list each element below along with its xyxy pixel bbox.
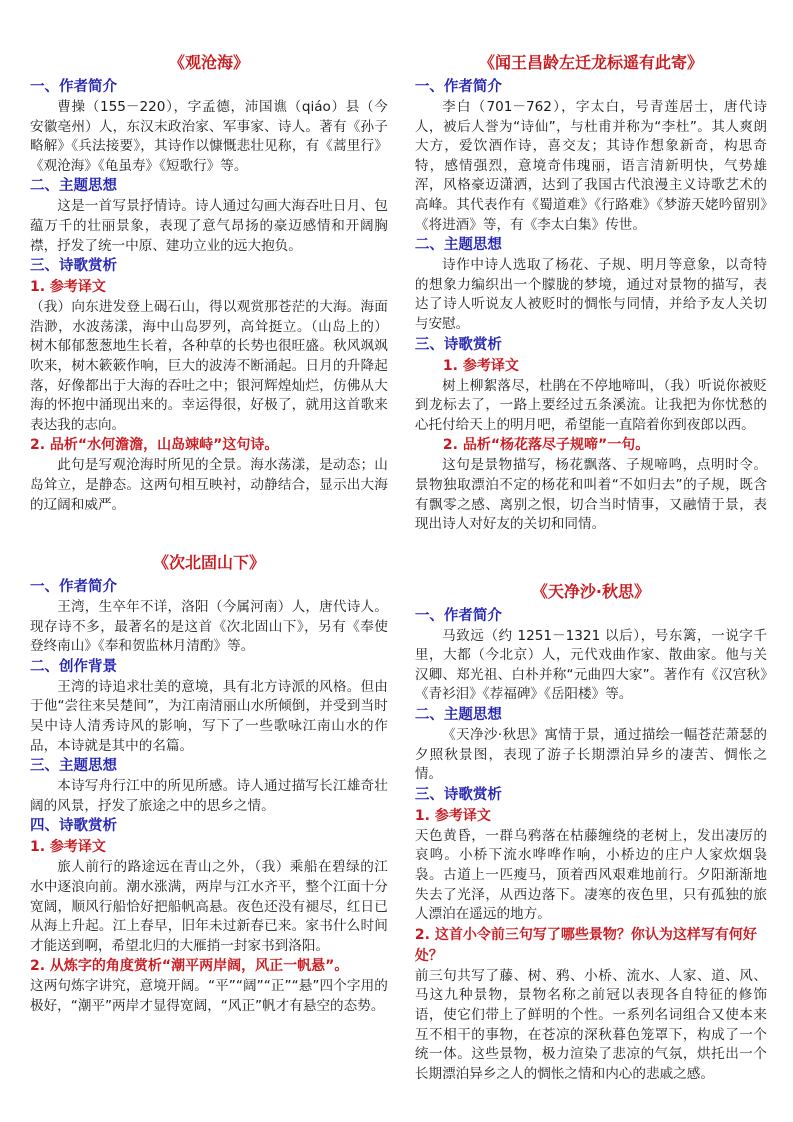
question-heading: 2. 这首小令前三句写了哪些景物？你认为这样写有何好处？ (414, 926, 757, 964)
section-heading: 二、主题思想 (30, 178, 117, 195)
right-column (415, 52, 767, 1122)
poem-section (415, 581, 767, 1085)
paragraph: 诗作中诗人选取了杨花、子规、明月等意象，以奇特的想象力编织出一个朦胧的梦境，通过对景物的描写，表达了诗人听说友人被贬时的惆怅与同情，并给予友人关切与安慰。 (414, 257, 767, 332)
paragraph: 曹操（155－220），字孟德，沛国谯（qiáo）县（今安徽亳州）人，东汉末政治家、军事家、诗人。著有《孙子略解》《兵法接要》，其诗作以慷慨悲壮见称，有《蒿里行》《观沧海》《龟虽寿》《短歌行》等。 (30, 99, 388, 174)
section-heading: 三、诗歌赏析 (414, 336, 502, 353)
section-heading: 二、创作背景 (30, 658, 117, 675)
paragraph: （我）向东进发登上碣石山，得以观赏那苍茫的大海。海面浩渺，水波荡漾，海中山岛罗列，高耸挺立。（山岛上的）树木郁郁葱葱地生长着，各种草的长势也很旺盛。秋风飒飒吹来，树木簌簌作响，巨大的波涛不断涌起。日月的升降起落，好像都出于大海的吞吐之中；银河辉煌灿烂，仿佛从大海的怀抱中涌现出来的。幸运得很，好极了，就用这首歌来表达我的志向。 (30, 299, 388, 433)
paragraph: 《天净沙·秋思》寓情于景，通过描绘一幅苍茫萧瑟的夕照秋景图，表现了游子长期漂泊异乡的凄苦、惆怅之情。 (414, 727, 767, 783)
section-heading: 三、诗歌赏析 (414, 786, 502, 803)
poem-title: 《天净沙·秋思》 (531, 581, 650, 601)
section-heading: 三、主题思想 (30, 758, 117, 775)
section-heading: 一、作者简介 (414, 79, 502, 95)
question-heading: 2. 品析“水何澹澹，山岛竦峙”这句诗。 (30, 437, 279, 454)
paragraph: 旅人前行的路途远在青山之外，（我）乘船在碧绿的江水中逐浪向前。潮水涨满，两岸与江水齐平，整个江面十分宽阔，顺风行船恰好把船帆高悬。夜色还没有褪尽，红日已从海上升起。江上春早，旧年未过新春已来。家书什么时间才能送到啊，希望北归的大雁捎一封家书到洛阳。 (30, 859, 388, 954)
left-column (30, 52, 388, 1122)
paragraph: 这是一首写景抒情诗。诗人通过勾画大海吞吐日月、包蕴万千的壮丽景象，表现了意气昂扬的豪迈感情和开阔胸襟，抒发了统一中原、建功立业的远大抱负。 (30, 198, 388, 254)
question-heading: 1. 参考译文 (30, 279, 106, 296)
section-heading: 二、主题思想 (414, 707, 502, 724)
question-heading: 2. 品析“杨花落尽子规啼”一句。 (442, 437, 650, 454)
poem-title: 《闻王昌龄左迁龙标遥有此寄》 (478, 53, 703, 72)
paragraph: 这句是景物描写，杨花飘落、子规啼鸣，点明时令。景物独取漂泊不定的杨花和叫着“不如归去”的子规，既含有飘零之感、离别之恨，切合当时情事，又融情于景，表现出诗人对好友的关切和同情。 (414, 457, 767, 533)
poem-section (30, 552, 388, 1017)
section-heading: 三、诗歌赏析 (30, 258, 117, 275)
paragraph: 李白（701－762），字太白，号青莲居士，唐代诗人，被后人誉为“诗仙”，与杜甫并称为“李杜”。其人爽朗大方，爱饮酒作诗，喜交友；其诗作想象新奇，构思奇特，感情强烈，意境奇伟瑰丽，语言清新明快，气势雄浑，风格豪迈潇洒，达到了我国古代浪漫主义诗歌艺术的高峰。其代表作有《蜀道难》《行路难》《梦游天姥吟留别》《将进酒》等，有《李太白集》传世。 (414, 99, 767, 233)
poem-section (415, 52, 767, 535)
poem-title: 《次北固山下》 (152, 553, 265, 573)
paragraph: 树上柳絮落尽，杜鹃在不停地啼叫，（我）听说你被贬到龙标去了，一路上要经过五条溪流。让我把为你忧愁的心托付给天上的明月吧，希望能一直陪着你到夜郎以西。 (414, 377, 767, 433)
question-heading: 2. 从炼字的角度赏析“潮平两岸阔，风正一帆悬”。 (30, 958, 349, 975)
paragraph: 王湾的诗追求壮美的意境，具有北方诗派的风格。但由于他“尝往来吴楚间”，为江南清丽山水所倾倒，并受到当时吴中诗人清秀诗风的影响，写下了一些歌咏江南山水的作品，本诗就是其中的名篇。 (30, 678, 388, 754)
paragraph: 前三句共写了藤、树、鸦、小桥、流水、人家、道、风、马这九种景物，景物名称之前冠以表现各自特征的修饰语，使它们带上了鲜明的个性。一系列名词组合又使本来互不相干的事物，在苍凉的深秋暮色笼罩下，构成了一个统一体。这些景物，极力渲染了悲凉的气氛，烘托出一个长期漂泊异乡之人的惆怅之情和内心的悲戚之感。 (414, 967, 767, 1082)
paragraph: 这两句炼字讲究，意境开阔。“平”“阔”“正”“悬”四个字用的极好，“潮平”两岸才显得宽阔，“风正”帆才有悬空的态势。 (30, 978, 388, 1014)
paragraph: 本诗写舟行江中的所见所感。诗人通过描写长江雄奇壮阔的风景，抒发了旅途之中的思乡之情。 (30, 778, 388, 814)
paragraph: 天色黄昏，一群乌鸦落在枯藤缠绕的老树上，发出凄厉的哀鸣。小桥下流水哗哗作响，小桥边的庄户人家炊烟袅袅。古道上一匹瘦马，顶着西风艰难地前行。夕阳渐渐地失去了光泽，从西边落下。凄寒的夜色里，只有孤独的旅人漂泊在遥远的地方。 (414, 827, 767, 923)
poem-section (30, 52, 388, 515)
section-heading: 四、诗歌赏析 (30, 818, 117, 835)
paragraph: 此句是写观沧海时所见的全景。海水荡漾，是动态；山岛耸立，是静态。这两句相互映衬，动静结合，显示出大海的辽阔和威严。 (30, 457, 388, 513)
poem-title: 《观沧海》 (168, 53, 249, 72)
question-heading: 1. 参考译文 (30, 839, 106, 856)
section-heading: 一、作者简介 (30, 579, 117, 596)
question-heading: 1. 参考译文 (414, 807, 491, 824)
section-heading: 二、主题思想 (414, 237, 502, 254)
paragraph: 王湾，生卒年不详，洛阳（今属河南）人，唐代诗人。现存诗不多，最著名的是这首《次北固山下》，另有《奉使登终南山》《奉和贺监林月清酌》等。 (30, 599, 388, 655)
section-heading: 一、作者简介 (30, 79, 117, 95)
section-heading: 一、作者简介 (414, 607, 502, 624)
paragraph: 马致远（约 1251－1321 以后），号东篱，一说字千里，大都（今北京）人，元代戏曲作家、散曲家。他与关汉卿、郑光祖、白朴并称“元曲四大家”。著作有《汉宫秋》《青衫泪》《荐福碑》《岳阳楼》等。 (414, 627, 767, 703)
question-heading: 1. 参考译文 (442, 357, 519, 374)
